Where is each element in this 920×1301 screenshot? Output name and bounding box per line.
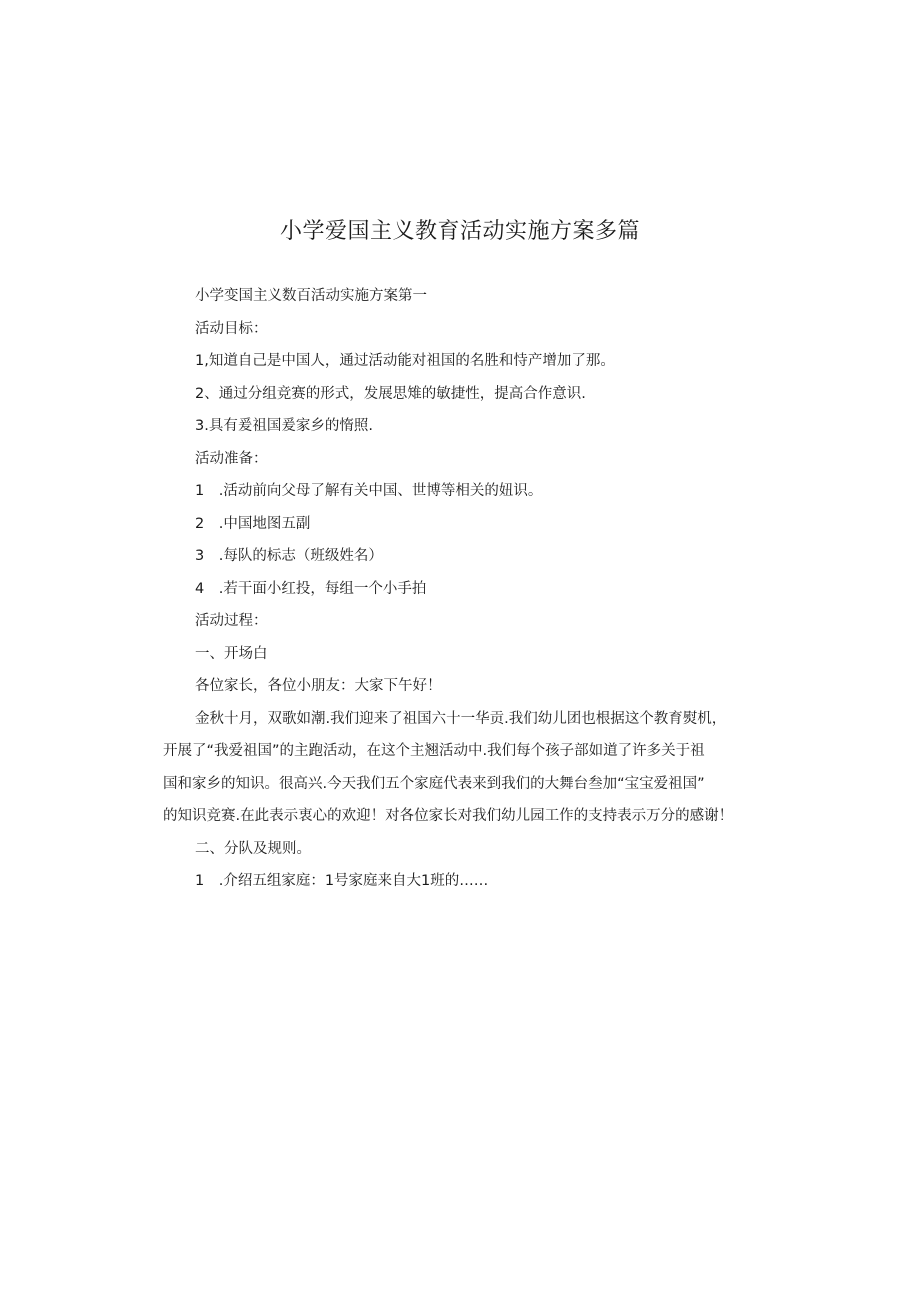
prep-item-3: 3 .每队的标志（班级姓名） — [195, 548, 383, 564]
paragraph-line: 国和家乡的知识。很高兴.今天我们五个家庭代表来到我们的大舞台叁加“宝宝爱祖国” — [163, 775, 705, 792]
document-title: 小学爱国主义教育活动实施方案多篇 — [279, 219, 640, 244]
prep-item-1: 1 .活动前向父母了解有关中国、世博等相关的妞识。 — [195, 483, 543, 499]
process-step-2: 二、分队及规则。 — [195, 840, 311, 857]
goal-item-2: 2、通过分组竞赛的形式，发展思雉的敏捷性，提高合作意识. — [195, 385, 586, 402]
team-item-1: 1 .介绍五组家庭：1号家庭来自大1班的…… — [195, 873, 489, 889]
section-heading: 小学变国主义数百活动实施方案第一 — [195, 288, 427, 304]
goal-item-1: 1,知道自己是中国人，通过活动能对祖国的名胜和恃产增加了那。 — [195, 353, 615, 369]
prep-item-2: 2 .中国地图五副 — [195, 515, 311, 532]
greeting-line: 各位家长，各位小朋友：大家下午好！ — [195, 678, 442, 694]
subheading-process: 活动过程： — [195, 613, 268, 629]
paragraph-line: 的知识竞赛.在此表示衷心的欢迎！对各位家长对我们幼儿园工作的支持表示万分的感谢！ — [163, 808, 734, 824]
prep-item-4: 4 .若干面小红投，每组一个小手拍 — [195, 580, 427, 597]
paragraph-line: 开展了“我爱祖国”的主跑活动，在这个主翘活动中.我们每个孩子部如道了许多关于祖 — [163, 743, 705, 759]
subheading-goals: 活动目标： — [195, 320, 268, 337]
paragraph-line: 金秋十月，双歌如潮.我们迎来了祖国六十一华贡.我们幼儿团也根据这个教育熨机， — [195, 710, 727, 727]
process-step-1: 一、开场白 — [195, 645, 268, 662]
document-body — [163, 280, 773, 898]
goal-item-3: 3.具有爰祖国爰家乡的惰照. — [195, 418, 373, 434]
subheading-preparation: 活动准备： — [195, 450, 268, 467]
